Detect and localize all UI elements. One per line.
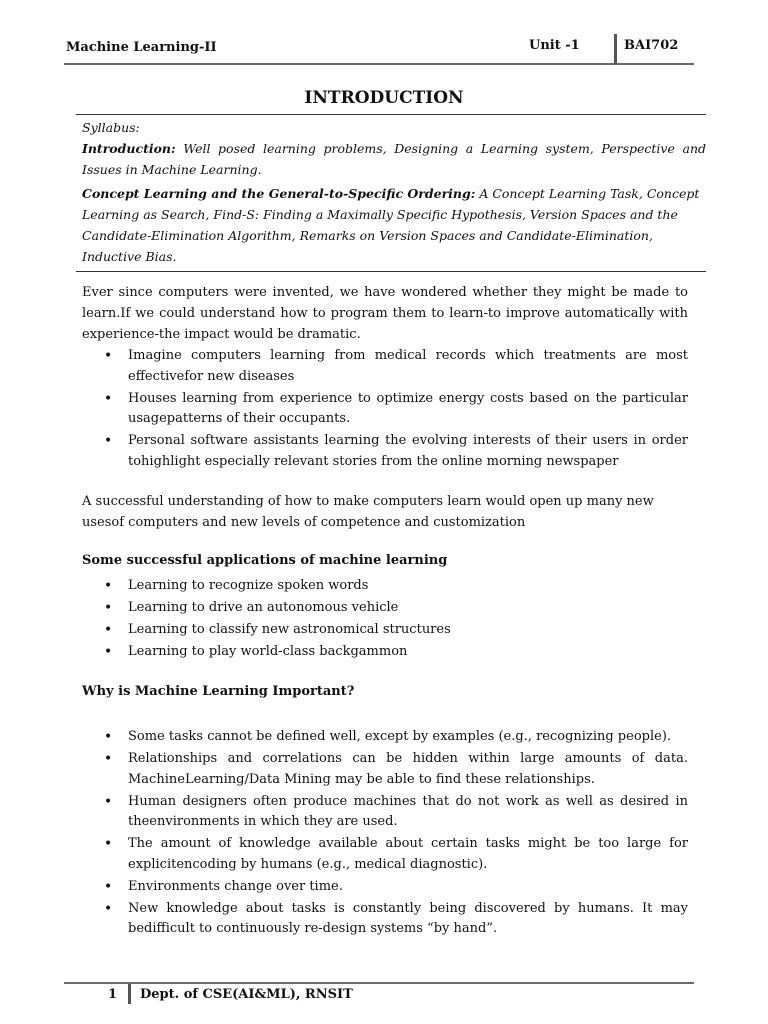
unit-label: Unit -1 [529,38,580,53]
list-item: • Some tasks cannot be defined well, except by examples (e.g., recognizing people). [82,727,688,748]
list-item: • The amount of knowledge available about certain tasks might be too large for explicitencoding by humans (e.g., medical diagnostic). [82,834,688,875]
syllabus-introduction [82,138,706,180]
concept-label: Concept Learning and the General-to-Specific Ordering: [82,186,476,201]
page-number: 1 [108,987,118,1002]
header-divider [614,34,617,64]
applications-heading: Some successful applications of machine learning [82,553,448,568]
concept-text-1: A Concept Learning Task, Concept [475,186,700,201]
syllabus-concept-line4: Inductive Bias. [82,249,177,264]
footer-rule [64,982,694,984]
syllabus-concept-line2: Learning as Search, Find-S: Finding a Maximally Specific Hypothesis, Version Spaces and the [82,207,678,222]
page-header [64,36,694,66]
list-item: • Environments change over time. [82,877,688,898]
success-paragraph [82,491,688,533]
page-footer [64,982,694,1006]
examples-list [82,346,688,474]
syllabus-box [76,114,706,272]
syllabus-concept-line1 [82,183,706,204]
footer-divider [128,984,131,1004]
list-item: • Human designers often produce machines that do not work as well as desired in theenvironments in which they are used. [82,792,688,833]
introduction-label: Introduction: [82,141,176,156]
intro-paragraph: Ever since computers were invented, we have wondered whether they might be made to learn.If we could understand how to program them to learn-to improve automatically with experience-the impact would be dramatic. [82,285,688,342]
course-title: Machine Learning-II [66,40,217,55]
page-title: INTRODUCTION [304,88,464,108]
importance-heading: Why is Machine Learning Important? [82,684,355,699]
list-item: • Learning to drive an autonomous vehicle [82,598,688,619]
list-item: • Learning to play world-class backgammon [82,642,688,663]
syllabus-concept-line3: Candidate-Elimination Algorithm, Remarks on Version Spaces and Candidate-Elimination, [82,228,653,243]
syllabus-label: Syllabus: [82,120,140,135]
importance-list [82,727,688,941]
success-line1: A successful understanding of how to make computers learn would open up many new [82,494,654,509]
introduction-text: Well posed learning problems, Designing a Learning system, Perspective and Issues in Machine Learning. [82,141,706,177]
list-item: • Imagine computers learning from medical records which treatments are most effectivefor new diseases [82,346,688,387]
course-code: BAI702 [624,38,679,53]
list-item: • Relationships and correlations can be hidden within large amounts of data. MachineLearning/Data Mining may be able to find these relationships. [82,749,688,790]
applications-list [82,576,688,664]
list-item: • Learning to recognize spoken words [82,576,688,597]
list-item: • Personal software assistants learning the evolving interests of their users in order tohighlight especially relevant stories from the online morning newspaper [82,431,688,472]
header-rule [64,63,694,65]
list-item: • Houses learning from experience to optimize energy costs based on the particular usagepatterns of their occupants. [82,389,688,430]
department-label: Dept. of CSE(AI&ML), RNSIT [140,987,353,1002]
success-line2: usesof computers and new levels of competence and customization [82,515,526,530]
list-item: • Learning to classify new astronomical structures [82,620,688,641]
list-item: • New knowledge about tasks is constantly being discovered by humans. It may bedifficult to continuously re-design systems “by hand”. [82,899,688,940]
